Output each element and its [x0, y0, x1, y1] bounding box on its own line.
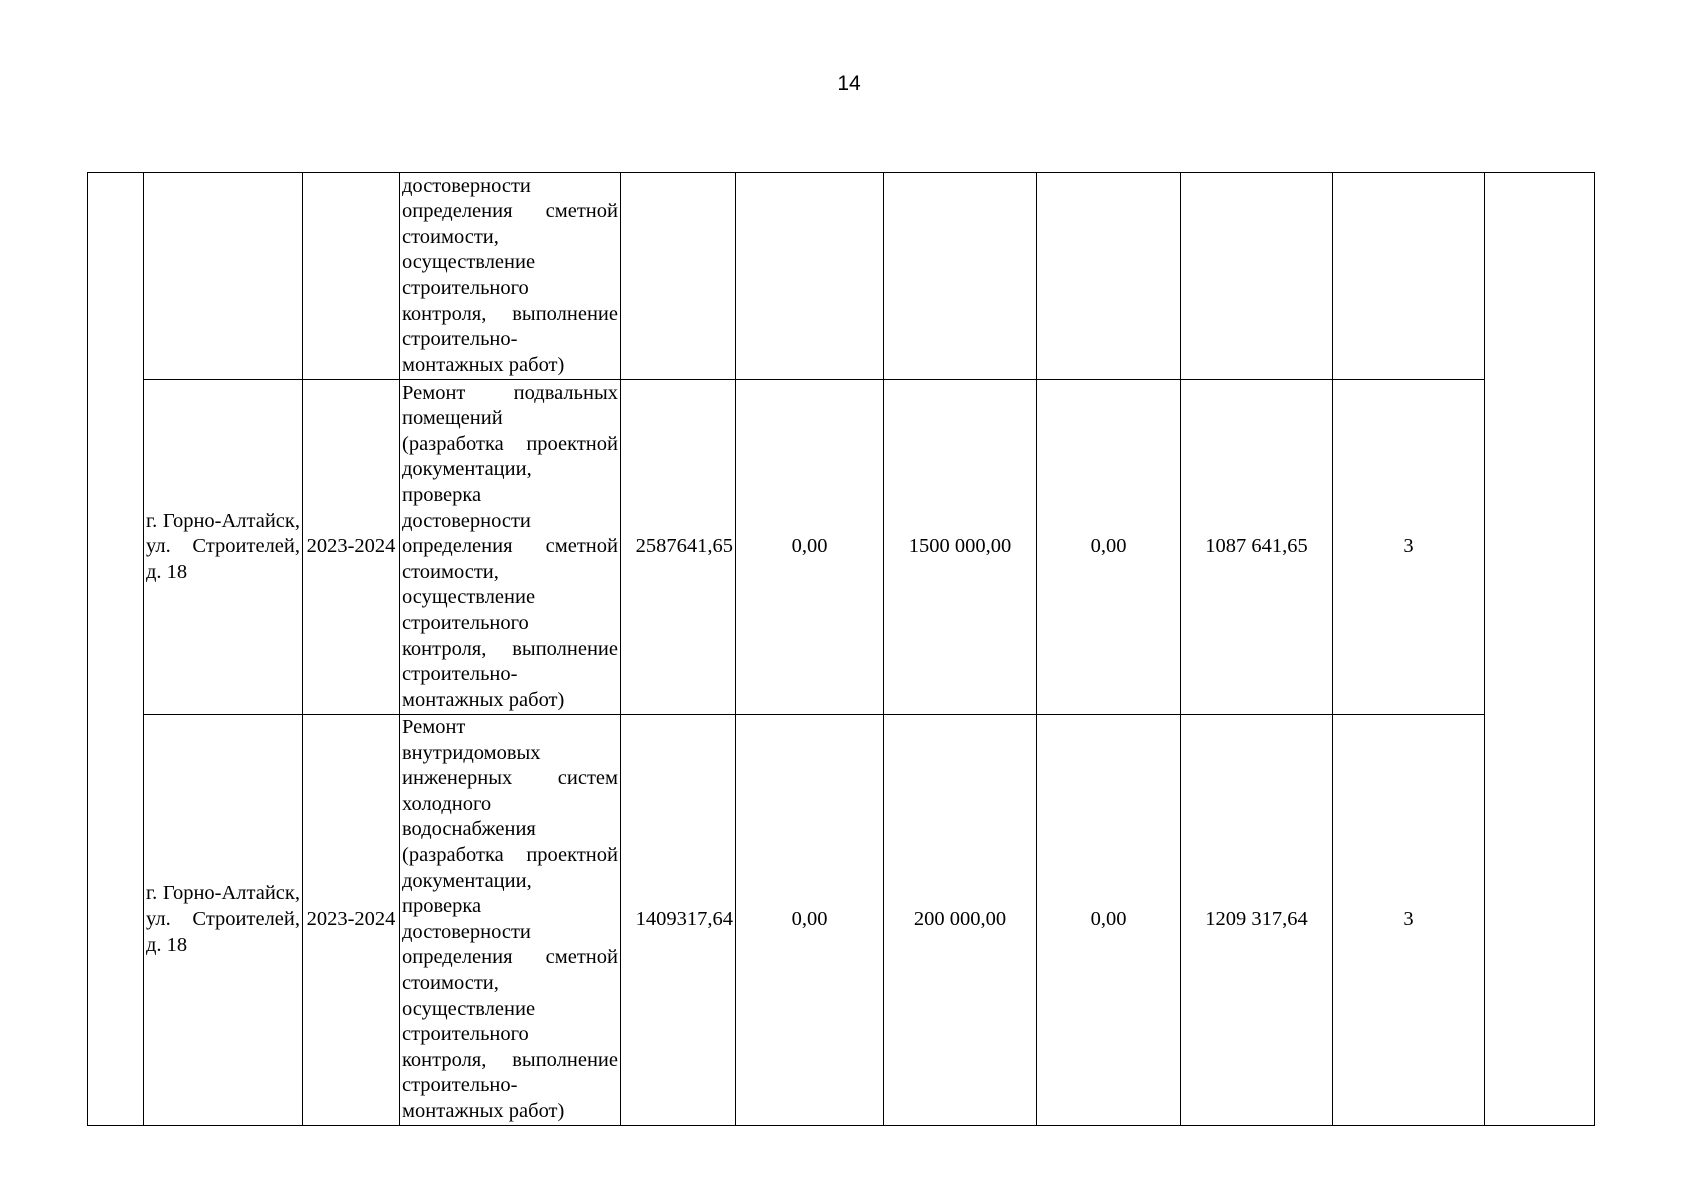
description-line: достоверности [402, 509, 531, 532]
description-line: водоснабжения [402, 818, 536, 841]
description-cell [400, 715, 621, 1126]
description-line: монтажных работ) [402, 1099, 565, 1122]
amount-cell [736, 173, 884, 380]
description-line: Ремонт подвальных [402, 381, 618, 404]
amount-cell: 0,00 [736, 715, 884, 1126]
table-row-continuation [88, 173, 1595, 380]
years-cell [303, 173, 400, 380]
description-line: осуществление [402, 997, 536, 1020]
description-line: (разработка проектной [402, 843, 618, 866]
description-line: определения сметной [402, 535, 618, 558]
amount-cell: 0,00 [736, 380, 884, 715]
last-column-cell [1485, 173, 1595, 1126]
description-line: Ремонт [402, 716, 466, 738]
description-line: внутридомовых [402, 741, 541, 764]
years-cell: 2023-2024 [303, 380, 400, 715]
description-line: контроля, выполнение [402, 637, 618, 660]
description-line: проверка [402, 484, 482, 507]
description-line: определения сметной [402, 200, 618, 223]
amount-cell [1181, 173, 1333, 380]
count-cell [1333, 173, 1485, 380]
amount-cell: 0,00 [1037, 380, 1181, 715]
description-line: монтажных работ) [402, 353, 565, 376]
description-line: строительно- [402, 1074, 518, 1097]
page-number: 14 [837, 72, 861, 95]
years-cell: 2023-2024 [303, 715, 400, 1126]
total-cell [621, 173, 736, 380]
description-line: монтажных работ) [402, 688, 565, 711]
address-cell [144, 173, 303, 380]
amount-cell: 1500 000,00 [884, 380, 1037, 715]
description-line: стоимости, [402, 971, 499, 994]
description-line: достоверности [402, 920, 531, 943]
description-cell [400, 173, 621, 380]
description-line: стоимости, [402, 560, 499, 583]
description-line: контроля, выполнение [402, 1048, 618, 1071]
description-line: инженерных систем [402, 767, 618, 790]
description-line: определения сметной [402, 946, 618, 969]
description-line: контроля, выполнение [402, 302, 618, 325]
address-cell: г. Горно-Алтайск, ул. Строителей, д. 18 [144, 380, 303, 715]
description-line: строительно- [402, 328, 518, 351]
description-cell [400, 380, 621, 715]
amount-cell [884, 173, 1037, 380]
description-line: строительного [402, 1023, 529, 1046]
table-row [88, 380, 1595, 715]
description-line: проверка [402, 895, 482, 918]
address-cell: г. Горно-Алтайск, ул. Строителей, д. 18 [144, 715, 303, 1126]
description-line: достоверности [402, 174, 531, 197]
amount-cell: 200 000,00 [884, 715, 1037, 1126]
amount-cell [1037, 173, 1181, 380]
description-line: осуществление [402, 586, 536, 609]
count-cell: 3 [1333, 380, 1485, 715]
description-line: документации, [402, 458, 532, 481]
description-line: стоимости, [402, 225, 499, 248]
works-table [87, 172, 1595, 1126]
description-line: осуществление [402, 251, 536, 274]
table-row [88, 715, 1595, 1126]
description-line: строительно- [402, 663, 518, 686]
total-cell: 1409317,64 [621, 715, 736, 1126]
amount-cell: 0,00 [1037, 715, 1181, 1126]
description-line: помещений [402, 407, 503, 430]
description-line: строительного [402, 277, 529, 299]
description-line: строительного [402, 611, 529, 634]
description-line: холодного [402, 792, 492, 815]
amount-cell: 1087 641,65 [1181, 380, 1333, 715]
amount-cell: 1209 317,64 [1181, 715, 1333, 1126]
description-line: документации, [402, 869, 532, 892]
description-line: (разработка проектной [402, 432, 618, 455]
total-cell: 2587641,65 [621, 380, 736, 715]
count-cell: 3 [1333, 715, 1485, 1126]
row-number-cell [88, 173, 144, 1126]
